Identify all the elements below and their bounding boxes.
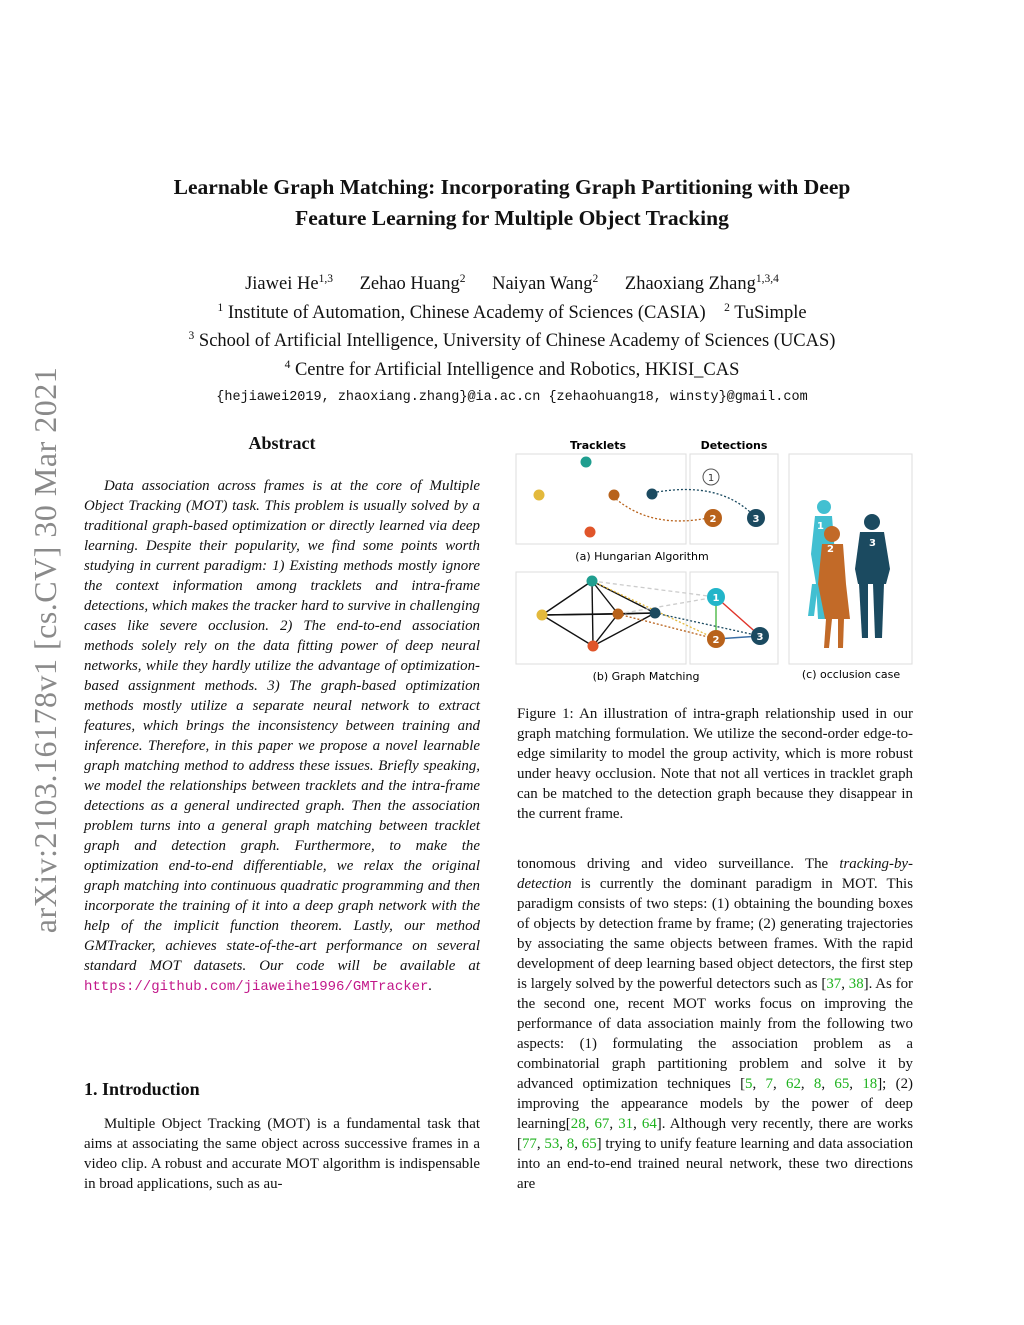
person-2-silhouette (818, 526, 850, 648)
author-1: Jiawei He$^{1,3}$ (245, 273, 333, 295)
svg-text:2: 2 (827, 544, 834, 555)
match-edge-brown (616, 499, 708, 521)
citation[interactable]: 18 (862, 1076, 878, 1092)
node-teal (581, 457, 592, 468)
intro-paragraph: Multiple Object Tracking (MOT) is a fundamental task that aims at associating the same object across successive frames in a video clip. A robust and accurate MOT algorithm is indispensable in broad applications, such as au- (84, 1116, 480, 1192)
tracking-by-detection-term: tracking-by-detection (517, 856, 913, 892)
citation[interactable]: 67 (594, 1116, 610, 1132)
svg-text:2: 2 (712, 635, 720, 646)
code-link[interactable]: https://github.com/jiaweihe1996/GMTracker (84, 979, 429, 995)
author-list (80, 268, 944, 297)
svg-text:3: 3 (756, 632, 764, 643)
svg-text:2: 2 (709, 514, 717, 525)
node-navy (647, 489, 658, 500)
node-yellow (534, 490, 545, 501)
svg-text:1: 1 (707, 473, 715, 484)
subcaption-a: (a) Hungarian Algorithm (575, 550, 709, 563)
citation[interactable]: 65 (581, 1136, 597, 1152)
citation[interactable]: 28 (570, 1116, 586, 1132)
panel-c (789, 454, 912, 681)
author-block (80, 268, 944, 409)
citation[interactable]: 31 (618, 1116, 634, 1132)
match-edge-navy (657, 490, 750, 513)
citation[interactable]: 53 (544, 1136, 560, 1152)
citation[interactable]: 77 (521, 1136, 537, 1152)
affiliation-line-4: $^4$ Centre for Artificial Intelligence and Robotics, HKISI_CAS (284, 358, 740, 381)
node-orange (585, 527, 596, 538)
citation[interactable]: 64 (641, 1116, 657, 1132)
arxiv-stamp-text: arXiv:2103.16178v1 [cs.CV] 30 Mar 2021 (27, 366, 63, 934)
author-4: Zhaoxiang Zhang$^{1,3,4}$ (624, 273, 779, 295)
subcaption-b: (b) Graph Matching (592, 670, 700, 683)
title-line-1: Learnable Graph Matching: Incorporating Graph Partitioning with Deep (173, 175, 851, 199)
figure-1-graphic (512, 434, 920, 694)
citation[interactable]: 5 (745, 1076, 753, 1092)
svg-text:3: 3 (869, 538, 876, 549)
citation[interactable]: 8 (813, 1076, 822, 1092)
paper-title (80, 172, 944, 234)
abstract-body (84, 476, 480, 997)
intro-body (84, 1114, 480, 1194)
affiliation-line-1: $^1$ Institute of Automation, Chinese Academy of Sciences (CASIA) $^2$ TuSimple (217, 301, 807, 323)
subcaption-c: (c) occlusion case (801, 668, 901, 681)
label-tracklets: Tracklets (569, 439, 627, 452)
figure-1-caption: Figure 1: An illustration of intra-graph relationship used in our graph matching formulation. We utilize the second-order edge-to-edge similarity to model the group activity, which is more robust under heavy occlusion. Note that not all vertices in tracklet graph can be matched to the detection graph because they disappear in the current frame. (517, 706, 913, 822)
svg-text:1: 1 (712, 593, 720, 604)
label-detections: Detections (700, 439, 768, 452)
author-emails: {hejiawei2019, zhaoxiang.zhang}@ia.ac.cn {zehaohuang18, winsty}@gmail.com (216, 389, 808, 405)
svg-text:3: 3 (752, 514, 760, 525)
author-2: Zehao Huang$^2$ (359, 273, 466, 295)
author-3: Naiyan Wang$^2$ (492, 273, 599, 295)
arxiv-stamp (20, 350, 70, 950)
citation[interactable]: 38 (848, 976, 864, 992)
affiliation-line-3: $^3$ School of Artificial Intelligence, University of Chinese Academy of Sciences (UCAS) (188, 330, 836, 352)
figure-1 (512, 434, 920, 694)
title-line-2: Feature Learning for Multiple Object Tracking (295, 206, 729, 230)
citation[interactable]: 7 (765, 1076, 773, 1092)
panel-b (516, 572, 778, 683)
intro-heading-wrap (84, 1079, 480, 1100)
intro-heading: 1. Introduction (84, 1079, 200, 1099)
right-column-body: tonomous driving and video surveillance. The tracking-by-detection is currently the dominant paradigm in MOT. This paradigm consists of two steps: (1) obtaining the bounding boxes of objects by detection frame by frame; (2) generating trajectories by associating the same objects between frames. With the rapid development of deep learning based object detectors, the first step is largely solved by the powerful detectors such as [37, 38]. As for the second one, recent MOT works focus on improving the performance of data association mainly from the following two aspects: (1) formulating the association problem as a combinatorial graph partitioning problem and solve it by advanced optimization techniques [5, 7, 62, 8, 65, 18]; (2) improving the appearance models by the power of deep learning[28, 67, 31, 64]. Although very recently, there are works [77, 53, 8, 65] trying to unify feature learning and data association into an end-to-end trained neural network, these two directions are (517, 856, 914, 1192)
panel-c-box (789, 454, 912, 664)
abstract-heading: Abstract (248, 433, 316, 453)
panel-b-detection-box (690, 572, 778, 664)
citation[interactable]: 62 (786, 1076, 801, 1092)
node-brown (609, 490, 620, 501)
citation[interactable]: 37 (826, 976, 842, 992)
person-3-silhouette (855, 514, 890, 638)
abstract-paragraph: Data association across frames is at the core of Multiple Object Tracking (MOT) task. This problem is usually solved by a traditional graph-based optimization or directly learned via deep learning. Despite their popularity, we find some points worth studying in current paradigm: 1) Existing methods mostly ignore the context information among tracklets and intra-frame detections, which makes the tracker hard to survive in challenging cases like severe occlusion. 2) The end-to-end association methods solely rely on the data fitting power of deep neural networks, while they hardly utilize the advantage of optimization-based assignment methods. 3) The graph-based optimization methods mostly utilize a separate neural network to extract features, which brings the inconsistency between training and inference. Therefore, in this paper we propose a novel learnable graph matching method to address these issues. Briefly speaking, we model the relationships between tracklets and the intra-frame detections as a general undirected graph. Then the association problem turns into a general graph matching between tracklet graph and detection graph. Furthermore, to make the optimization end-to-end differentiable, we relax the original graph matching into continuous quadratic programming and then incorporate the training of it into a deep graph network with the help of the implicit function theorem. Lastly, our method GMTracker, achieves state-of-the-art performance on several standard MOT datasets. Our code will be available at https://github.com/jiaweihe1996/GMTracker. (84, 478, 480, 995)
svg-text:1: 1 (817, 521, 824, 532)
citation[interactable]: 65 (834, 1076, 850, 1092)
citation[interactable]: 8 (566, 1136, 575, 1152)
panel-a-detection-box (690, 454, 778, 544)
abstract-heading-wrap (84, 433, 480, 454)
panel-a (516, 454, 778, 563)
